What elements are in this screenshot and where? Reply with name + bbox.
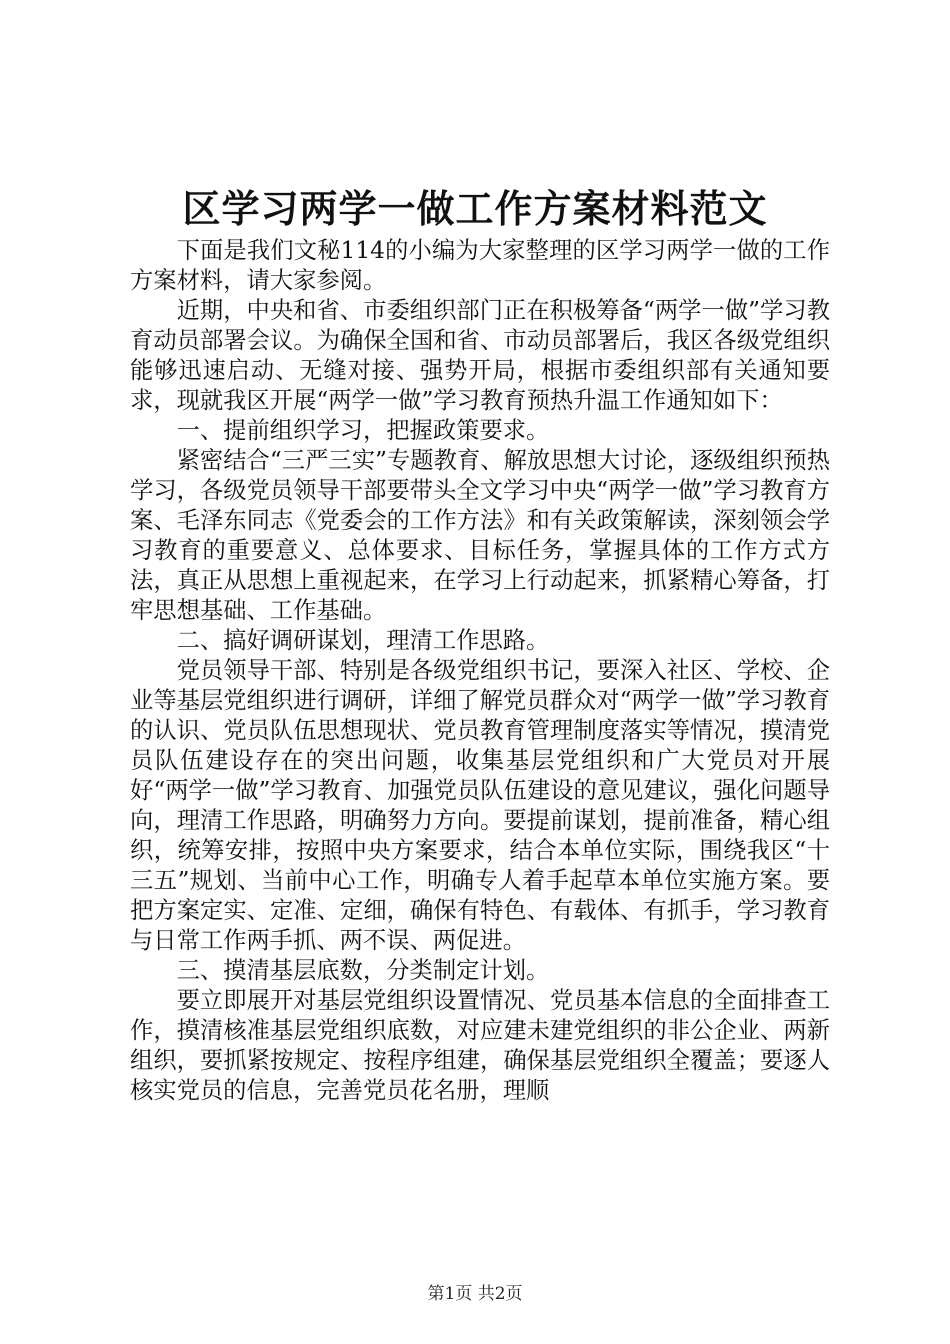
page-footer: 第1页 共2页	[427, 1284, 523, 1304]
paragraph-section-3: 要立即展开对基层党组织设置情况、党员基本信息的全面排查工作，摸清核准基层党组织底数，对应建未建党组织的非公企业、两新组织，要抓紧按规定、按程序组建，确保基层党组织全覆盖；要逐人核实党员的信息，完善党员花名册，理顺	[130, 987, 830, 1104]
document-body	[130, 236, 830, 1106]
section-heading-2: 二、搞好调研谋划，理清工作思路。	[176, 627, 550, 654]
paragraph-background: 近期，中央和省、市委组织部门正在积极筹备“两学一做”学习教育动员部署会议。为确保全国和省、市动员部署后，我区各级党组织能够迅速启动、无缝对接、强势开局，根据市委组织部有关通知要求，现就我区开展“两学一做”学习教育预热升温工作通知如下：	[130, 297, 830, 414]
paragraph-section-1: 紧密结合“三严三实”专题教育、解放思想大讨论，逐级组织预热学习，各级党员领导干部要带头全文学习中央“两学一做”学习教育方案、毛泽东同志《党委会的工作方法》和有关政策解读，深刻领会学习教育的重要意义、总体要求、目标任务，掌握具体的工作方式方法，真正从思想上重视起来，在学习上行动起来，抓紧精心筹备，打牢思想基础、工作基础。	[130, 447, 830, 624]
section-heading-3: 三、摸清基层底数，分类制定计划。	[176, 957, 550, 984]
paragraph-section-2: 党员领导干部、特别是各级党组织书记，要深入社区、学校、企业等基层党组织进行调研，详细了解党员群众对“两学一做”学习教育的认识、党员队伍思想现状、党员教育管理制度落实等情况，摸清党员队伍建设存在的突出问题，收集基层党组织和广大党员对开展好“两学一做”学习教育、加强党员队伍建设的意见建议，强化问题导向，理清工作思路，明确努力方向。要提前谋划，提前准备，精心组织，统筹安排，按照中央方案要求，结合本单位实际，围绕我区“十三五”规划、当前中心工作，明确专人着手起草本单位实施方案。要把方案定实、定准、定细，确保有特色、有载体、有抓手，学习教育与日常工作两手抓、两不误、两促进。	[130, 657, 830, 954]
paragraph-intro: 下面是我们文秘114的小编为大家整理的区学习两学一做的工作方案材料，请大家参阅。	[130, 237, 830, 294]
page-title: 区学习两学一做工作方案材料范文	[182, 186, 768, 231]
section-heading-1: 一、提前组织学习，把握政策要求。	[176, 417, 550, 444]
